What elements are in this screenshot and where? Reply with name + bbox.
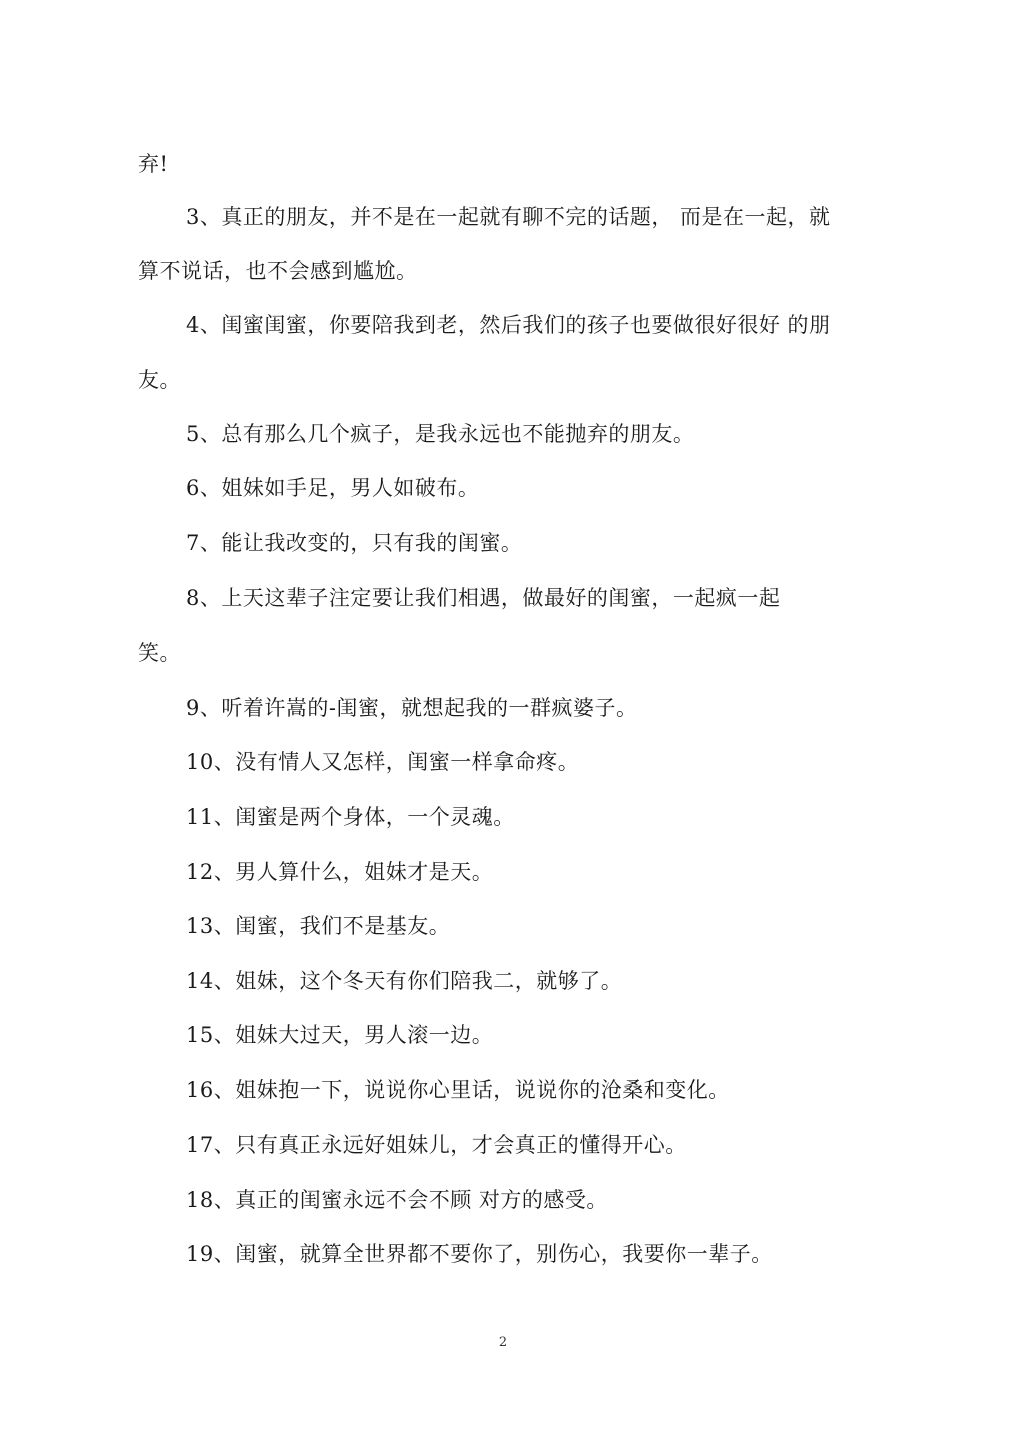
text-line: 14、姐妹，这个冬天有你们陪我二，就够了。 (186, 969, 623, 993)
text-line: 19、闺蜜，就算全世界都不要你了，别伤心，我要你一辈子。 (186, 1242, 773, 1266)
text-line: 10、没有情人又怎样，闺蜜一样拿命疼。 (186, 750, 580, 774)
text-line: 13、闺蜜，我们不是基友。 (186, 914, 451, 938)
page-number: 2 (498, 1335, 508, 1350)
text-line: 12、男人算什么，姐妹才是天。 (186, 860, 494, 884)
text-line: 17、只有真正永远好姐妹儿，才会真正的懂得开心。 (186, 1133, 687, 1157)
text-line: 8、上天这辈子注定要让我们相遇，做最好的闺蜜，一起疯一起 (186, 586, 781, 610)
text-line: 9、听着许嵩的-闺蜜，就想起我的一群疯婆子。 (186, 696, 638, 720)
text-line: 15、姐妹大过天，男人滚一边。 (186, 1023, 494, 1047)
text-line: 笑。 (138, 641, 181, 665)
text-line: 3、真正的朋友，并不是在一起就有聊不完的话题， 而是在一起，就 (186, 205, 831, 229)
text-line: 4、闺蜜闺蜜，你要陪我到老，然后我们的孩子也要做很好很好 的朋 (186, 313, 831, 337)
text-line: 5、总有那么几个疯子，是我永远也不能抛弃的朋友。 (186, 422, 695, 446)
text-line: 6、姐妹如手足，男人如破布。 (186, 476, 480, 500)
text-line: 18、真正的闺蜜永远不会不顾 对方的感受。 (186, 1188, 608, 1212)
text-line: 算不说话，也不会感到尴尬。 (138, 259, 418, 283)
text-line: 16、姐妹抱一下，说说你心里话，说说你的沧桑和变化。 (186, 1078, 730, 1102)
text-line: 友。 (138, 368, 181, 392)
text-line: 7、能让我改变的，只有我的闺蜜。 (186, 531, 523, 555)
text-line: 11、闺蜜是两个身体，一个灵魂。 (186, 805, 515, 829)
text-line: 弃! (138, 152, 169, 176)
